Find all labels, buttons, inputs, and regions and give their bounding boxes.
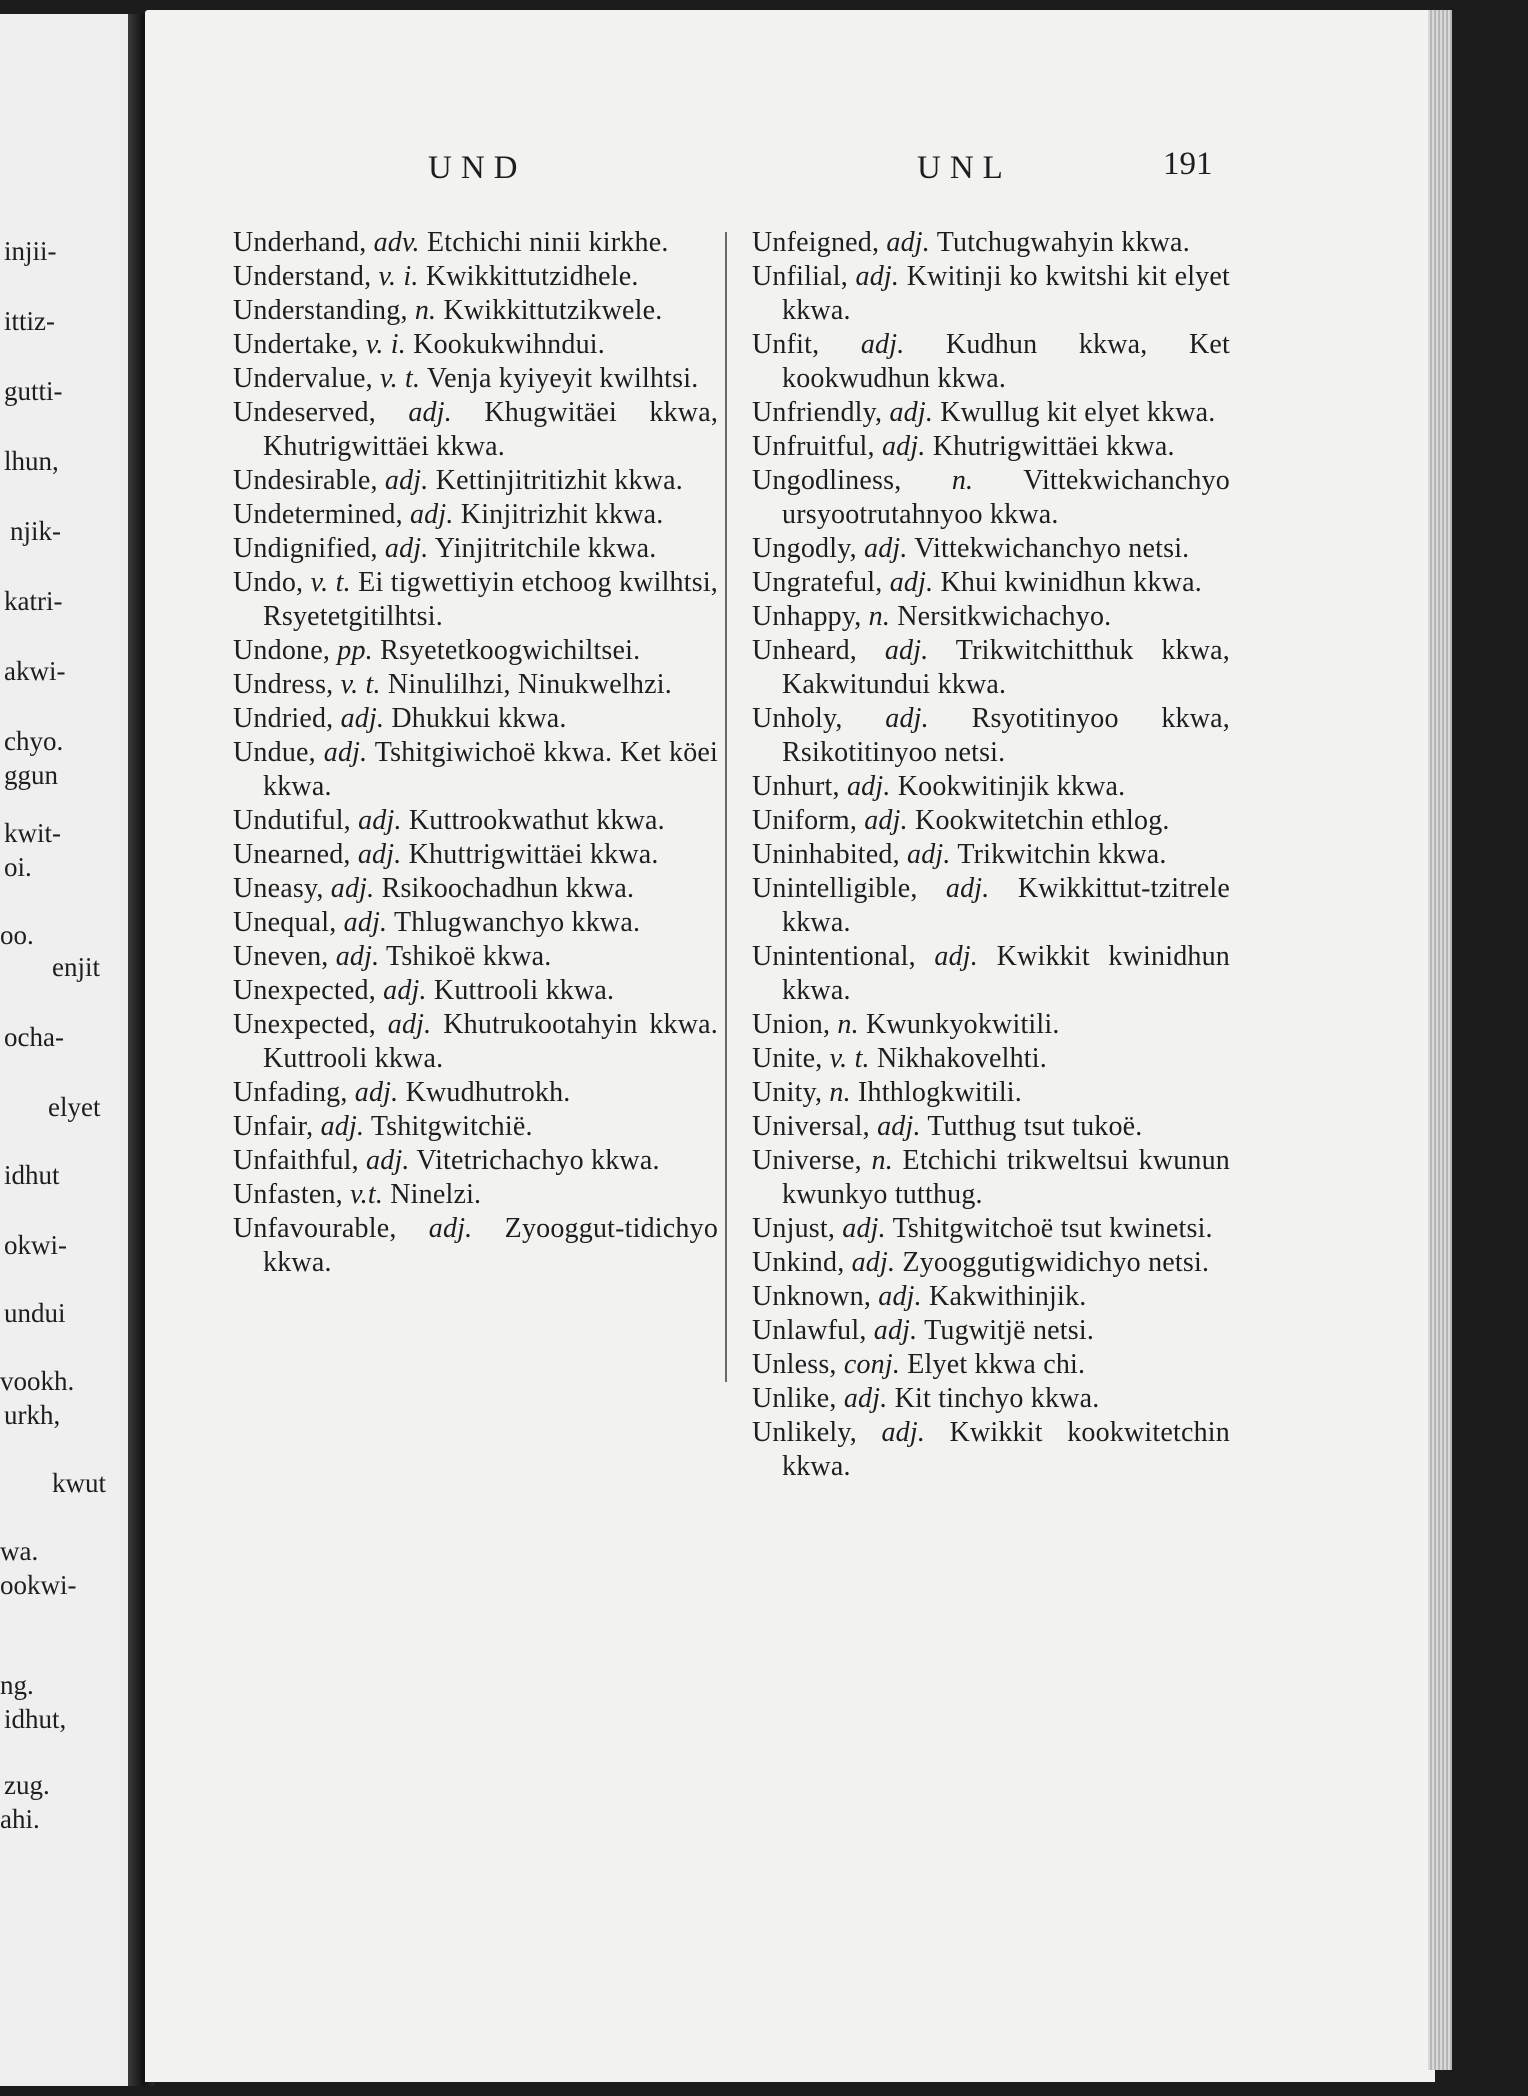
part-of-speech: v. t. — [340, 669, 381, 700]
headword: Unlawful, — [752, 1315, 867, 1346]
part-of-speech: adj. — [408, 397, 452, 428]
dictionary-entry — [752, 634, 1230, 702]
headword: Unholy, — [752, 703, 843, 734]
headword: Undeserved, — [233, 397, 376, 428]
gloss: Kwikkittutzidhele. — [425, 261, 639, 292]
headword: Unexpected, — [233, 975, 376, 1006]
dictionary-entry — [233, 566, 718, 634]
dictionary-entry — [752, 804, 1230, 838]
left-page-edge — [0, 14, 136, 2086]
headword: Unity, — [752, 1077, 823, 1108]
left-page-fragment: ahi. — [0, 1804, 40, 1834]
part-of-speech: adj. — [383, 975, 427, 1006]
gloss: Etchichi ninii kirkhe. — [426, 227, 669, 258]
dictionary-entry — [752, 260, 1230, 328]
headword: Undertake, — [233, 329, 359, 360]
headword: Unfriendly, — [752, 397, 883, 428]
dictionary-entry — [752, 1144, 1230, 1212]
gloss: Khutrukootahyin kkwa. Kuttrooli kkwa. — [263, 1009, 718, 1074]
dictionary-entry — [233, 804, 718, 838]
part-of-speech: adv. — [373, 227, 420, 258]
headword: Undervalue, — [233, 363, 373, 394]
part-of-speech: conj. — [843, 1349, 901, 1380]
part-of-speech: n. — [414, 295, 437, 326]
column-divider — [725, 232, 727, 1382]
headword: Undutiful, — [233, 805, 351, 836]
dictionary-entry — [752, 1382, 1230, 1416]
part-of-speech: adj. — [881, 1417, 926, 1448]
dictionary-entry — [233, 226, 718, 260]
part-of-speech: adj. — [934, 941, 978, 972]
part-of-speech: adj. — [886, 227, 930, 258]
gloss: Etchichi trikweltsui kwunun kwunkyo tutthug. — [782, 1145, 1231, 1210]
dictionary-entry — [752, 1416, 1230, 1484]
headword: Undo, — [233, 567, 304, 598]
headword: Underhand, — [233, 227, 367, 258]
headword: Unlikely, — [752, 1417, 857, 1448]
gloss: Ninulilhzi, Ninukwelhzi. — [387, 669, 672, 700]
headword: Unfruitful, — [752, 431, 875, 462]
part-of-speech: adj. — [878, 1281, 922, 1312]
part-of-speech: adj. — [945, 873, 990, 904]
part-of-speech: adj. — [846, 771, 891, 802]
headword: Ungodly, — [752, 533, 857, 564]
part-of-speech: n. — [837, 1009, 859, 1040]
headword: Uninhabited, — [752, 839, 900, 870]
left-page-fragment: idhut, — [4, 1704, 67, 1734]
gloss: Ihthlogkwitili. — [857, 1077, 1022, 1108]
left-page-fragment: ggun — [4, 760, 58, 790]
dictionary-entry — [233, 260, 718, 294]
column-2 — [752, 226, 1230, 1484]
gloss: Kuttrookwathut kkwa. — [408, 805, 665, 836]
dictionary-entry — [233, 702, 718, 736]
gloss: Khui kwinidhun kkwa. — [940, 567, 1202, 598]
dictionary-entry — [233, 906, 718, 940]
headword: Unheard, — [752, 635, 858, 666]
dictionary-entry — [752, 600, 1230, 634]
dictionary-entry — [233, 872, 718, 906]
left-page-fragment: njik- — [10, 516, 61, 546]
headword: Undress, — [233, 669, 334, 700]
gloss: Venja kyiyeyit kwilhtsi. — [426, 363, 699, 394]
gloss: Kwudhutrokh. — [405, 1077, 571, 1108]
dictionary-entry — [752, 872, 1230, 940]
part-of-speech: v. t. — [829, 1043, 870, 1074]
part-of-speech: adj. — [860, 329, 905, 360]
dictionary-entry — [233, 498, 718, 532]
part-of-speech: adj. — [843, 1383, 888, 1414]
dictionary-entry — [233, 396, 718, 464]
gloss: Ninelzi. — [390, 1179, 482, 1210]
gloss: Kwikkit kookwitetchin kkwa. — [782, 1417, 1230, 1482]
dictionary-entry — [233, 294, 718, 328]
part-of-speech: adj. — [354, 1077, 399, 1108]
part-of-speech: v. t. — [310, 567, 351, 598]
headword: Universal, — [752, 1111, 870, 1142]
headword: Unequal, — [233, 907, 337, 938]
headword: Unkind, — [752, 1247, 845, 1278]
part-of-speech: adj. — [907, 839, 951, 870]
gloss: Kookukwihndui. — [413, 329, 605, 360]
left-page-fragment: akwi- — [4, 656, 66, 686]
dictionary-entry — [752, 1110, 1230, 1144]
part-of-speech: adj. — [855, 261, 900, 292]
left-page-fragment: katri- — [4, 586, 63, 616]
column-1 — [233, 226, 718, 1280]
part-of-speech: adj. — [884, 635, 929, 666]
dictionary-entry — [752, 1042, 1230, 1076]
gloss: Dhukkui kkwa. — [391, 703, 567, 734]
gloss: Kookwitinjik kkwa. — [897, 771, 1126, 802]
gloss: Vitetrichachyo kkwa. — [416, 1145, 660, 1176]
part-of-speech: adj. — [851, 1247, 896, 1278]
part-of-speech: n. — [871, 1145, 893, 1176]
part-of-speech: adj. — [864, 805, 908, 836]
dictionary-entry — [752, 838, 1230, 872]
dictionary-entry — [752, 1076, 1230, 1110]
headword: Unfair, — [233, 1111, 314, 1142]
left-page-fragment: injii- — [4, 236, 57, 266]
gloss: Tutthug tsut tukoë. — [927, 1111, 1143, 1142]
gloss: Kettinjitritizhit kkwa. — [435, 465, 683, 496]
left-page-fragment: zug. — [4, 1770, 50, 1800]
gloss: Rsyotitinyoo kkwa, Rsikotitinyoo netsi. — [782, 703, 1230, 768]
gloss: Tutchugwahyin kkwa. — [936, 227, 1190, 258]
dictionary-entry — [752, 1246, 1230, 1280]
page-number: 191 — [1163, 146, 1213, 182]
gloss: Kit tinchyo kkwa. — [894, 1383, 1100, 1414]
headword: Unfavourable, — [233, 1213, 397, 1244]
part-of-speech: n. — [951, 465, 974, 496]
headword: Unfit, — [752, 329, 820, 360]
gloss: Kookwitetchin ethlog. — [915, 805, 1170, 836]
headword: Unhurt, — [752, 771, 840, 802]
dictionary-entry — [233, 532, 718, 566]
gloss: Kwikkit kwinidhun kkwa. — [782, 941, 1231, 1006]
part-of-speech: adj. — [330, 873, 375, 904]
gloss: Kwullug kit elyet kkwa. — [940, 397, 1216, 428]
dictionary-entry — [233, 1178, 718, 1212]
left-page-fragment: oi. — [4, 852, 32, 882]
part-of-speech: pp. — [337, 635, 373, 666]
left-page-fragment: gutti- — [4, 376, 63, 406]
dictionary-entry — [752, 328, 1230, 396]
headword: Union, — [752, 1009, 831, 1040]
dictionary-entry — [752, 430, 1230, 464]
left-page-fragment: urkh, — [4, 1400, 61, 1430]
headword: Unexpected, — [233, 1009, 376, 1040]
dictionary-entry — [233, 1076, 718, 1110]
part-of-speech: adj. — [864, 533, 908, 564]
gloss: Thlugwanchyo kkwa. — [393, 907, 641, 938]
part-of-speech: adj. — [428, 1213, 473, 1244]
part-of-speech: adj. — [366, 1145, 410, 1176]
headword: Ungrateful, — [752, 567, 883, 598]
gloss: Khuttrigwittäei kkwa. — [408, 839, 659, 870]
headword: Unearned, — [233, 839, 351, 870]
gloss: Kwikkittut-tzitrele kkwa. — [782, 873, 1230, 938]
part-of-speech: adj. — [358, 805, 402, 836]
part-of-speech: adj. — [384, 465, 429, 496]
headword: Undue, — [233, 737, 316, 768]
gloss: Kinjitrizhit kkwa. — [460, 499, 664, 530]
headword: Unfeigned, — [752, 227, 880, 258]
headword: Unhappy, — [752, 601, 862, 632]
part-of-speech: adj. — [877, 1111, 921, 1142]
headword: Understanding, — [233, 295, 408, 326]
part-of-speech: adj. — [873, 1315, 918, 1346]
dictionary-entry — [752, 566, 1230, 600]
left-page-fragment: vookh. — [0, 1366, 75, 1396]
gloss: Kuttrooli kkwa. — [433, 975, 615, 1006]
part-of-speech: v. i. — [378, 261, 419, 292]
part-of-speech: adj. — [889, 567, 934, 598]
gloss: Yinjitritchile kkwa. — [434, 533, 657, 564]
dictionary-entry — [752, 226, 1230, 260]
gloss: Ei tigwettiyin etchoog kwilhtsi, Rsyetetgitilhtsi. — [263, 567, 718, 632]
dictionary-entry — [752, 1212, 1230, 1246]
gloss: Zyooggutigwidichyo netsi. — [902, 1247, 1210, 1278]
dictionary-entry — [752, 464, 1230, 532]
gloss: Nikhakovelhti. — [876, 1043, 1047, 1074]
headword: Unlike, — [752, 1383, 837, 1414]
left-page-fragment: undui — [4, 1298, 66, 1328]
headword: Uneasy, — [233, 873, 324, 904]
part-of-speech: v. t. — [380, 363, 421, 394]
headword: Undetermined, — [233, 499, 403, 530]
gloss: Zyooggut-tidichyo kkwa. — [263, 1213, 719, 1278]
part-of-speech: adj. — [387, 1009, 432, 1040]
part-of-speech: n. — [868, 601, 891, 632]
part-of-speech: adj. — [320, 1111, 365, 1142]
headword: Undignified, — [233, 533, 378, 564]
dictionary-entry — [233, 668, 718, 702]
dictionary-entry — [233, 974, 718, 1008]
gloss: Kwitinji ko kwitshi kit elyet kkwa. — [782, 261, 1230, 326]
gloss: Rsikoochadhun kkwa. — [381, 873, 635, 904]
left-page-fragment: chyo. — [4, 726, 64, 756]
headword: Unite, — [752, 1043, 823, 1074]
part-of-speech: adj. — [343, 907, 388, 938]
gloss: Elyet kkwa chi. — [907, 1349, 1086, 1380]
headword: Unintentional, — [752, 941, 916, 972]
left-page-fragment: okwi- — [4, 1230, 67, 1260]
gloss: Tshitgiwichoë kkwa. Ket köei kkwa. — [263, 737, 718, 802]
left-page-fragment: ocha- — [4, 1022, 64, 1052]
dictionary-entry — [233, 1212, 718, 1280]
dictionary-entry — [233, 634, 718, 668]
gloss: Khutrigwittäei kkwa. — [932, 431, 1175, 462]
left-page-fragment: lhun, — [4, 446, 59, 476]
left-page-fragment: enjit — [52, 952, 100, 982]
headword: Ungodliness, — [752, 465, 902, 496]
dictionary-entry — [233, 464, 718, 498]
left-page-fragment: kwit- — [4, 818, 61, 848]
headword: Undried, — [233, 703, 334, 734]
dictionary-entry — [752, 940, 1230, 1008]
left-page-fragment: wa. — [0, 1536, 39, 1566]
dictionary-entry — [752, 770, 1230, 804]
headword: Universe, — [752, 1145, 862, 1176]
gloss: Kwunkyokwitili. — [866, 1009, 1060, 1040]
gloss: Kwikkittutzikwele. — [443, 295, 663, 326]
headword: Unknown, — [752, 1281, 872, 1312]
part-of-speech: v. i. — [365, 329, 406, 360]
headword: Uneven, — [233, 941, 329, 972]
dictionary-entry — [233, 328, 718, 362]
dictionary-entry — [752, 1314, 1230, 1348]
left-page-fragment: ng. — [0, 1670, 34, 1700]
gloss: Kudhun kkwa, Ket kookwudhun kkwa. — [782, 329, 1230, 394]
headword: Unjust, — [752, 1213, 836, 1244]
part-of-speech: adj. — [842, 1213, 886, 1244]
part-of-speech: adj. — [384, 533, 429, 564]
left-page-fragment: oo. — [0, 920, 34, 950]
gloss: Vittekwichanchyo netsi. — [914, 533, 1190, 564]
part-of-speech: adj. — [881, 431, 926, 462]
left-page-fragment: kwut — [52, 1468, 106, 1498]
gloss: Nersitkwichachyo. — [897, 601, 1112, 632]
gloss: Tshikoë kkwa. — [385, 941, 552, 972]
left-page-fragment: ookwi- — [0, 1570, 77, 1600]
gloss: Vittekwichanchyo ursyootrutahnyoo kkwa. — [782, 465, 1230, 530]
part-of-speech: adj. — [889, 397, 934, 428]
gloss: Kakwithinjik. — [929, 1281, 1087, 1312]
dictionary-entry — [752, 1008, 1230, 1042]
dictionary-entry — [233, 736, 718, 804]
part-of-speech: adj. — [323, 737, 368, 768]
dictionary-entry — [752, 532, 1230, 566]
dictionary-entry — [752, 1280, 1230, 1314]
dictionary-entry — [233, 1144, 718, 1178]
dictionary-entry — [233, 362, 718, 396]
part-of-speech: adj. — [409, 499, 454, 530]
dictionary-entry — [752, 1348, 1230, 1382]
dictionary-entry — [233, 940, 718, 974]
dictionary-entry — [752, 702, 1230, 770]
part-of-speech: adj. — [335, 941, 380, 972]
right-guide-word: UNL — [917, 150, 1012, 186]
headword: Unfasten, — [233, 1179, 343, 1210]
dictionary-entry — [233, 838, 718, 872]
part-of-speech: adj. — [340, 703, 385, 734]
dictionary-entry — [752, 396, 1230, 430]
headword: Undesirable, — [233, 465, 378, 496]
part-of-speech: adj. — [357, 839, 402, 870]
part-of-speech: n. — [829, 1077, 851, 1108]
headword: Understand, — [233, 261, 372, 292]
headword: Unfading, — [233, 1077, 348, 1108]
gloss: Rsyetetkoogwichiltsei. — [380, 635, 641, 666]
gloss: Tshitgwitchië. — [370, 1111, 533, 1142]
gloss: Khugwitäei kkwa, Khutrigwittäei kkwa. — [263, 397, 719, 462]
part-of-speech: adj. — [885, 703, 929, 734]
gloss: Trikwitchitthuk kkwa, Kakwitundui kkwa. — [782, 635, 1231, 700]
gloss: Trikwitchin kkwa. — [957, 839, 1167, 870]
dictionary-entry — [233, 1110, 718, 1144]
headword: Unless, — [752, 1349, 837, 1380]
left-page-fragment: ittiz- — [4, 306, 55, 336]
headword: Unfaithful, — [233, 1145, 359, 1176]
gloss: Tshitgwitchoë tsut kwinetsi. — [892, 1213, 1213, 1244]
headword: Uniform, — [752, 805, 858, 836]
headword: Undone, — [233, 635, 331, 666]
headword: Unintelligible, — [752, 873, 918, 904]
part-of-speech: v.t. — [350, 1179, 384, 1210]
left-page-fragment: elyet — [48, 1092, 101, 1122]
left-page-fragment: idhut — [4, 1160, 60, 1190]
headword: Unfilial, — [752, 261, 848, 292]
page-edge-stack — [1428, 10, 1452, 2070]
left-guide-word: UND — [428, 150, 527, 186]
gloss: Tugwitjë netsi. — [924, 1315, 1095, 1346]
dictionary-entry — [233, 1008, 718, 1076]
